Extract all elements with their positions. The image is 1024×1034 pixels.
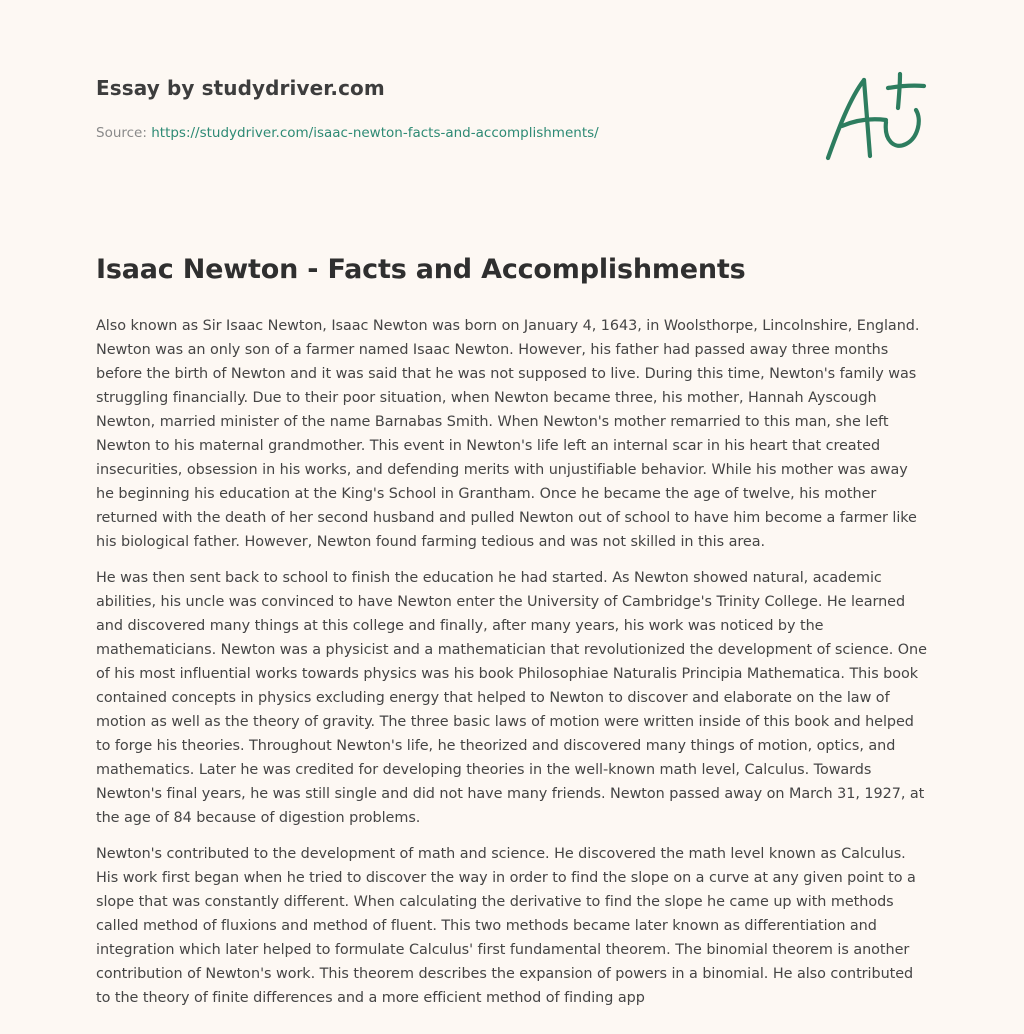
essay-paragraph: Newton's contributed to the development of math and science. He discovered the math level known as Calculus. His work first began when he tried to discover the way in order to find the slope on a curve at any given point to a slope that was constantly different. When calculating the derivative to find the slope he came up with methods called method of fluxions and method of fluent. This two methods became later known as differentiation and integration which later helped to formulate Calculus' first fundamental theorem. The binomial theorem is another contribution of Newton's work. This theorem describes the expansion of powers in a binomial. He also contributed to the theory of finite differences and a more efficient method of finding app (96, 846, 916, 1006)
source-link[interactable]: https://studydriver.com/isaac-newton-facts-and-accomplishments/ (151, 125, 599, 141)
site-title: Essay by studydriver.com (96, 76, 385, 100)
a-plus-logo-icon (820, 68, 930, 164)
page-header (96, 76, 796, 141)
essay-paragraph: Also known as Sir Isaac Newton, Isaac Newton was born on January 4, 1643, in Woolsthorpe, Lincolnshire, England. Newton was an only son of a farmer named Isaac Newton. However, his father had passed away three months before the birth of Newton and it was said that he was not supposed to live. During this time, Newton's family was struggling financially. Due to their poor situation, when Newton became three, his mother, Hannah Ayscough Newton, married minister of the name Barnabas Smith. When Newton's mother remarried to this man, she left Newton to his maternal grandmother. This event in Newton's life left an internal scar in his heart that created insecurities, obsession in his works, and defending merits with unjustifiable behavior. While his mother was away he beginning his education at the King's School in Grantham. Once he became the age of twelve, his mother returned with the death of her second husband and pulled Newton out of school to have him become a farmer like his biological father. However, Newton found farming tedious and was not skilled in this area. (96, 318, 920, 550)
source-line (96, 125, 796, 141)
essay-body (96, 314, 930, 1022)
essay-paragraph: He was then sent back to school to finish the education he had started. As Newton showed natural, academic abilities, his uncle was convinced to have Newton enter the University of Cambridge's Trinity College. He learned and discovered many things at this college and finally, after many years, his work was noticed by the mathematicians. Newton was a physicist and a mathematician that revolutionized the development of science. One of his most influential works towards physics was his book Philosophiae Naturalis Principia Mathematica. This book contained concepts in physics excluding energy that helped to Newton to discover and elaborate on the law of motion as well as the theory of gravity. The three basic laws of motion were written inside of this book and helped to forge his theories. Throughout Newton's life, he theorized and discovered many things of motion, optics, and mathematics. Later he was credited for developing theories in the well-known math level, Calculus. Towards Newton's final years, he was still single and did not have many friends. Newton passed away on March 31, 1927, at the age of 84 because of digestion problems. (96, 570, 927, 826)
source-label: Source: (96, 125, 152, 141)
essay-title: Isaac Newton - Facts and Accomplishments (96, 254, 746, 285)
